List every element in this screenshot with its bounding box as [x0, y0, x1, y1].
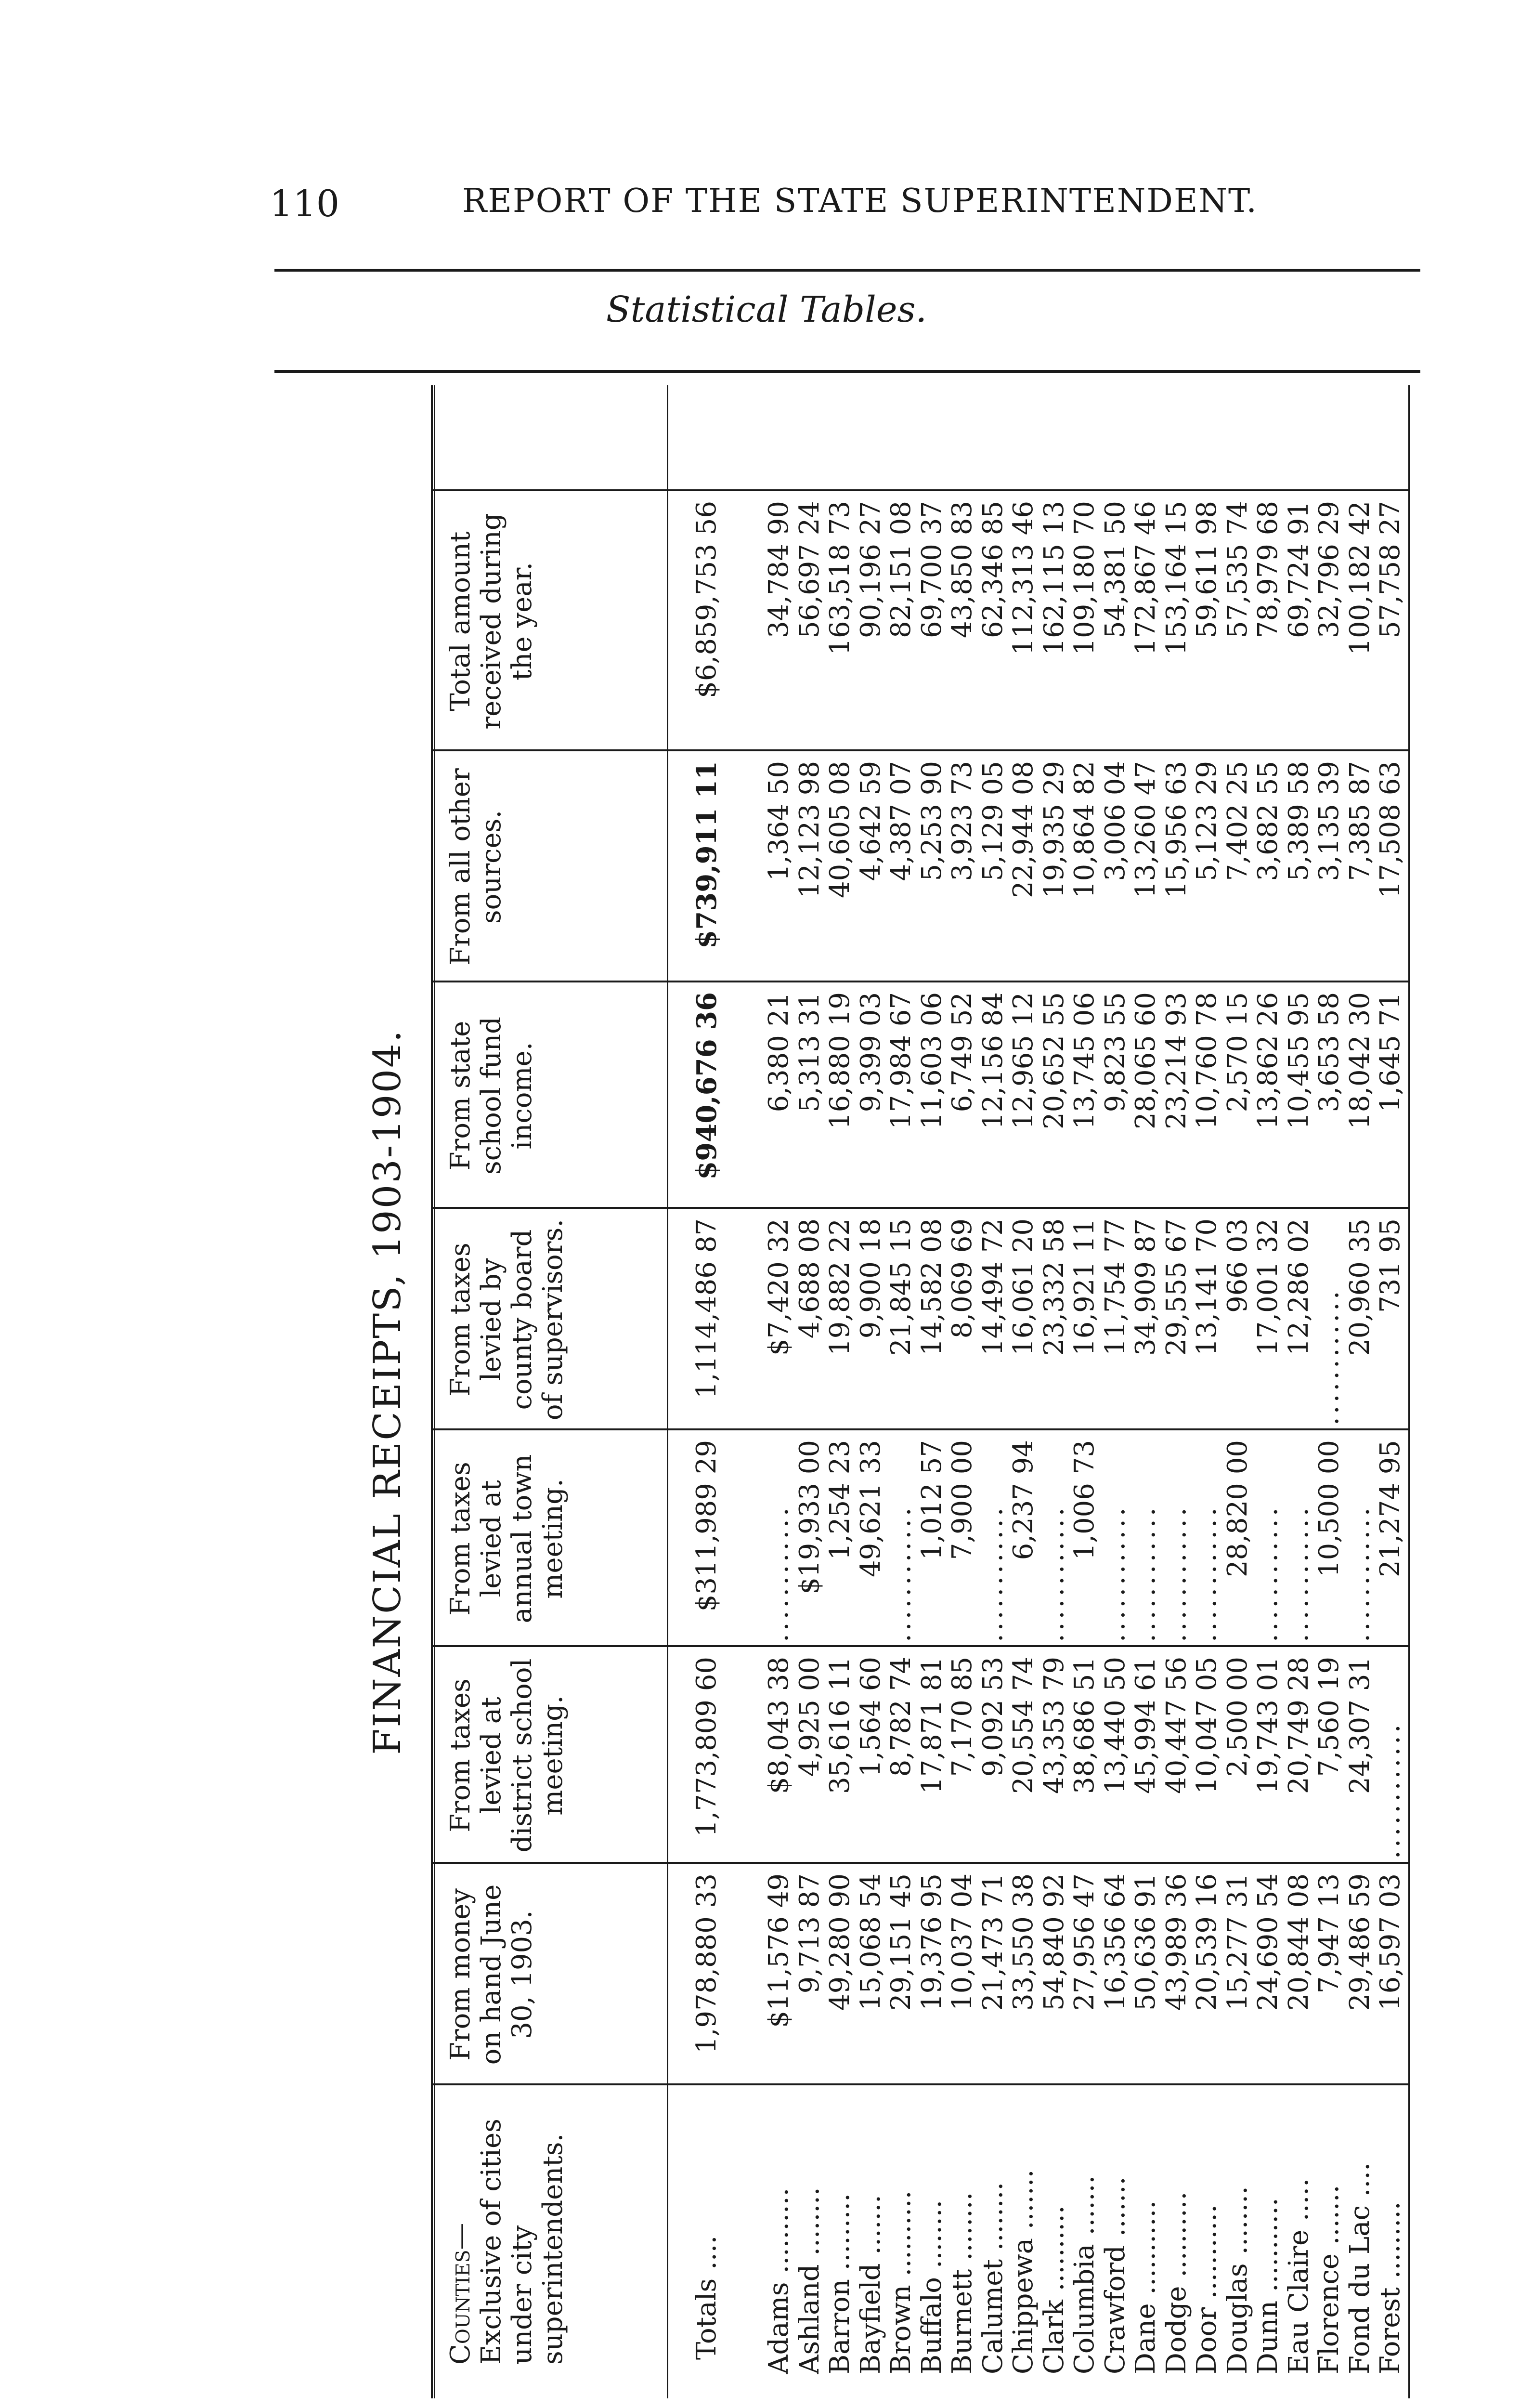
table-top-rule: [431, 385, 433, 2398]
cell-value: 1,006 73: [1069, 1440, 1100, 1560]
cell-value: 34,784 90: [763, 501, 794, 639]
cell-value: 11,754 77: [1099, 1218, 1131, 1356]
cell-value: 1,645 71: [1375, 992, 1406, 1112]
cell-value: 3,923 73: [947, 761, 978, 881]
cell-value: 4,642 59: [855, 761, 886, 881]
cell-value: 17,871 81: [916, 1657, 948, 1794]
cell-value: 13,141 70: [1191, 1218, 1222, 1356]
cell-value: ............: [763, 1505, 794, 1642]
cell-value: 20,749 28: [1283, 1657, 1314, 1794]
cell-value: 28,065 60: [1130, 992, 1161, 1130]
cell-value: 23,214 93: [1160, 992, 1192, 1130]
column-rule: [431, 1862, 1409, 1864]
cell-value: 19,935 29: [1038, 761, 1070, 899]
cell-value: 21,473 71: [977, 1873, 1009, 2011]
cell-value: 29,486 59: [1344, 1873, 1376, 2011]
cell-value: 1,012 57: [916, 1440, 948, 1560]
county-name: Buffalo ........: [916, 2199, 948, 2374]
cell-value: 100,182 42: [1344, 501, 1376, 655]
cell-value: 29,555 67: [1160, 1218, 1192, 1356]
county-name: Dunn ...........: [1252, 2198, 1284, 2374]
financial-receipts-table: [431, 385, 1413, 2398]
cell-value: 35,616 11: [824, 1657, 856, 1794]
county-name: Dane ...........: [1130, 2200, 1161, 2374]
cell-value: ............: [1191, 1505, 1222, 1642]
cell-value: ............: [977, 1505, 1009, 1642]
cell-value: 7,402 25: [1221, 761, 1253, 881]
cell-value: 9,823 55: [1099, 992, 1131, 1112]
cell-value: 27,956 47: [1069, 1873, 1100, 2011]
cell-value: 2,500 00: [1221, 1657, 1253, 1777]
table-row: [1191, 385, 1225, 2398]
county-name: Burnett ........: [947, 2192, 978, 2374]
cell-value: 19,376 95: [916, 1873, 948, 2011]
county-name: Clark ..........: [1038, 2205, 1070, 2374]
cell-value: 12,123 98: [793, 761, 825, 899]
column-header: From taxes levied at annual town meeting.: [445, 1454, 569, 1623]
cell-value: 10,047 05: [1191, 1657, 1222, 1794]
county-name: Barron .........: [824, 2193, 856, 2374]
cell-value: 12,156 84: [977, 992, 1009, 1130]
county-name: Florence .......: [1313, 2185, 1345, 2374]
cell-value: 1,564 60: [855, 1657, 886, 1777]
cell-value: 4,387 07: [885, 761, 917, 881]
county-name: Fond du Lac ....: [1344, 2162, 1376, 2374]
county-name: Crawford .......: [1099, 2176, 1131, 2374]
cell-value: 22,944 08: [1008, 761, 1039, 899]
cell-value: 82,151 08: [885, 501, 917, 639]
column-header: From taxes levied at district school meeting.: [445, 1658, 569, 1853]
cell-value: 9,713 87: [793, 1873, 825, 1994]
cell-value: 54,381 50: [1099, 501, 1131, 639]
cell-value: 7,947 13: [1313, 1873, 1345, 1994]
county-name: Ashland ........: [793, 2187, 825, 2374]
table-row: [947, 385, 980, 2398]
cell-value: $11,576 49: [763, 1873, 794, 2028]
cell-value: 13,440 50: [1099, 1657, 1131, 1794]
cell-value: 54,840 92: [1038, 1873, 1070, 2011]
cell-value: 21,845 15: [885, 1218, 917, 1356]
cell-value: 43,850 83: [947, 501, 978, 639]
cell-value: 10,500 00: [1313, 1440, 1345, 1578]
section-title: Statistical Tables.: [606, 289, 927, 330]
cell-value: 59,611 98: [1191, 501, 1222, 639]
table-row: [824, 385, 858, 2398]
cell-value: 16,597 03: [1375, 1873, 1406, 2011]
cell-value: 23,332 58: [1038, 1218, 1070, 1356]
cell-value: 3,135 39: [1313, 761, 1345, 881]
county-name: Douglas ........: [1221, 2186, 1253, 2374]
cell-value: 9,399 03: [855, 992, 886, 1112]
totals-value: $739,911 11: [691, 761, 723, 949]
cell-value: 78,979 68: [1252, 501, 1284, 639]
cell-value: 33,550 38: [1008, 1873, 1039, 2011]
page-number: 110: [270, 182, 340, 225]
cell-value: 19,743 01: [1252, 1657, 1284, 1794]
county-name: Forest .........: [1375, 2201, 1406, 2374]
column-rule: [431, 981, 1409, 982]
table-row: [1313, 385, 1347, 2398]
cell-value: 14,582 08: [916, 1218, 948, 1356]
column-header: From money on hand June 30, 1903.: [445, 1884, 538, 2065]
cell-value: 62,346 85: [977, 501, 1009, 639]
column-header: From taxes levied by county board of supervisors.: [445, 1218, 569, 1421]
table-row: [1130, 385, 1164, 2398]
financial-receipts-table-block: [351, 385, 1416, 2398]
cell-value: 38,686 51: [1069, 1657, 1100, 1794]
cell-value: ............: [1344, 1505, 1376, 1642]
cell-value: 5,389 58: [1283, 761, 1314, 881]
cell-value: ............: [885, 1505, 917, 1642]
cell-value: 29,151 45: [885, 1873, 917, 2011]
cell-value: 3,682 55: [1252, 761, 1284, 881]
cell-value: 2,570 15: [1221, 992, 1253, 1112]
table-row: [1283, 385, 1317, 2398]
column-rule: [431, 1428, 1409, 1430]
cell-value: ............: [1252, 1505, 1284, 1642]
table-row: [794, 385, 828, 2398]
county-name: Door ...........: [1191, 2204, 1222, 2374]
cell-value: 10,037 04: [947, 1873, 978, 2011]
totals-value: 1,978,880 33: [691, 1873, 722, 2054]
table-row: [1008, 385, 1041, 2398]
cell-value: 7,170 85: [947, 1657, 978, 1777]
cell-value: 21,274 95: [1375, 1440, 1406, 1578]
county-name: Chippewa .......: [1008, 2169, 1039, 2374]
cell-value: 17,508 63: [1375, 761, 1406, 899]
subtitle-rule: [274, 370, 1420, 373]
cell-value: 112,313 46: [1008, 501, 1039, 655]
totals-value: 1,773,809 60: [691, 1657, 722, 1837]
cell-value: 13,862 26: [1252, 992, 1284, 1130]
cell-value: 20,554 74: [1008, 1657, 1039, 1794]
cell-value: 43,353 79: [1038, 1657, 1070, 1794]
cell-value: 1,254 23: [824, 1440, 856, 1560]
cell-value: 9,900 18: [855, 1218, 886, 1339]
cell-value: $7,420 32: [763, 1218, 794, 1356]
cell-value: ............: [1099, 1505, 1131, 1642]
cell-value: 109,180 70: [1069, 501, 1100, 655]
cell-value: 10,455 95: [1283, 992, 1314, 1130]
cell-value: 32,796 29: [1313, 501, 1345, 639]
table-row: [1375, 385, 1408, 2398]
cell-value: 6,749 52: [947, 992, 978, 1112]
header-bottom-rule: [667, 385, 668, 2398]
cell-value: 16,880 19: [824, 992, 856, 1130]
cell-value: 4,925 00: [793, 1657, 825, 1777]
cell-value: 5,129 05: [977, 761, 1009, 881]
county-name: Columbia .......: [1069, 2175, 1100, 2374]
cell-value: 8,782 74: [885, 1657, 917, 1777]
cell-value: ............: [1038, 1505, 1070, 1642]
cell-value: 5,313 31: [793, 992, 825, 1112]
column-rule: [431, 749, 1409, 751]
cell-value: 9,092 53: [977, 1657, 1009, 1777]
running-title: REPORT OF THE STATE SUPERINTENDENT.: [462, 182, 1258, 220]
cell-value: 3,006 04: [1099, 761, 1131, 881]
table-row: [855, 385, 889, 2398]
county-name: Eau Claire .....: [1283, 2178, 1314, 2374]
cell-value: 24,307 31: [1344, 1657, 1376, 1794]
cell-value: ............: [1283, 1505, 1314, 1642]
cell-value: 15,956 63: [1160, 761, 1192, 899]
stub-header-rest: —Exclusive of cities under city superintendents.: [445, 2119, 569, 2365]
cell-value: 20,960 35: [1344, 1218, 1376, 1356]
cell-value: 1,364 50: [763, 761, 794, 881]
cell-value: 10,760 78: [1191, 992, 1222, 1130]
cell-value: 7,560 19: [1313, 1657, 1345, 1777]
cell-value: 57,535 74: [1221, 501, 1253, 639]
column-header: From state school fund income.: [445, 1017, 538, 1175]
stub-header: [445, 2095, 569, 2365]
cell-value: 40,605 08: [824, 761, 856, 899]
cell-value: 10,864 82: [1069, 761, 1100, 899]
table-top-rule-double: [434, 385, 435, 2398]
totals-value: $940,676 36: [691, 992, 723, 1180]
cell-value: 11,603 06: [916, 992, 948, 1130]
cell-value: 18,042 30: [1344, 992, 1376, 1130]
cell-value: 15,277 31: [1221, 1873, 1253, 2011]
cell-value: 20,539 16: [1191, 1873, 1222, 2011]
table-row: [885, 385, 919, 2398]
table-row: [763, 385, 797, 2398]
county-name: Dodge ..........: [1160, 2191, 1192, 2374]
table-row: [1252, 385, 1286, 2398]
cell-value: 17,001 32: [1252, 1218, 1284, 1356]
cell-value: ............: [1313, 1288, 1345, 1426]
stub-header-caps: Counties: [445, 2250, 476, 2365]
cell-value: 966 03: [1221, 1218, 1253, 1313]
table-row: [1069, 385, 1103, 2398]
cell-value: 19,882 22: [824, 1218, 856, 1356]
column-header: Total amount received during the year.: [445, 513, 538, 730]
column-rule: [431, 1207, 1409, 1209]
totals-value: 1,114,486 87: [691, 1218, 722, 1399]
cell-value: 3,653 58: [1313, 992, 1345, 1112]
cell-value: 16,061 20: [1008, 1218, 1039, 1356]
cell-value: 12,965 12: [1008, 992, 1039, 1130]
cell-value: 57,758 27: [1375, 501, 1406, 639]
cell-value: 13,745 06: [1069, 992, 1100, 1130]
cell-value: 172,867 46: [1130, 501, 1161, 655]
table-row: [1344, 385, 1378, 2398]
county-name: Calumet ........: [977, 2182, 1009, 2374]
cell-value: 6,380 21: [763, 992, 794, 1112]
cell-value: ............: [1130, 1505, 1161, 1642]
cell-value: 34,909 87: [1130, 1218, 1161, 1356]
cell-value: 731 95: [1375, 1218, 1406, 1313]
table-row: [1222, 385, 1256, 2398]
cell-value: 13,260 47: [1130, 761, 1161, 899]
table-row: [1039, 385, 1072, 2398]
table-bottom-rule: [1408, 385, 1410, 2398]
cell-value: 153,164 15: [1160, 501, 1192, 655]
cell-value: 90,196 27: [855, 501, 886, 639]
cell-value: $8,043 38: [763, 1657, 794, 1794]
cell-value: 16,356 64: [1099, 1873, 1131, 2011]
cell-value: 14,494 72: [977, 1218, 1009, 1356]
cell-value: 24,690 54: [1252, 1873, 1284, 2011]
table-row: [1100, 385, 1133, 2398]
cell-value: 49,621 33: [855, 1440, 886, 1578]
column-rule: [431, 489, 1409, 491]
cell-value: 5,253 90: [916, 761, 948, 881]
totals-value: $6,859,753 56: [691, 501, 722, 698]
county-name: Bayfield .......: [855, 2195, 886, 2374]
cell-value: 7,900 00: [947, 1440, 978, 1560]
totals-label: Totals ....: [691, 2235, 722, 2360]
cell-value: 69,724 91: [1283, 501, 1314, 639]
cell-value: ............: [1375, 1721, 1406, 1859]
cell-value: 45,994 61: [1130, 1657, 1161, 1794]
cell-value: 163,518 73: [824, 501, 856, 655]
cell-value: 6,237 94: [1008, 1440, 1039, 1560]
table-title: FINANCIAL RECEIPTS, 1903-1904.: [366, 1029, 409, 1755]
cell-value: 17,984 67: [885, 992, 917, 1130]
column-rule: [431, 1645, 1409, 1647]
cell-value: 8,069 69: [947, 1218, 978, 1339]
totals-value: $311,989 29: [691, 1440, 722, 1612]
cell-value: 162,115 13: [1038, 501, 1070, 655]
cell-value: 12,286 02: [1283, 1218, 1314, 1356]
cell-value: 28,820 00: [1221, 1440, 1253, 1578]
cell-value: 50,636 91: [1130, 1873, 1161, 2011]
cell-value: 56,697 24: [793, 501, 825, 639]
cell-value: $19,933 00: [793, 1440, 825, 1595]
cell-value: 4,688 08: [793, 1218, 825, 1339]
cell-value: 15,068 54: [855, 1873, 886, 2011]
table-row: [1161, 385, 1195, 2398]
cell-value: 20,844 08: [1283, 1873, 1314, 2011]
cell-value: 40,447 56: [1160, 1657, 1192, 1794]
cell-value: 7,385 87: [1344, 761, 1376, 881]
cell-value: ............: [1160, 1505, 1192, 1642]
column-header: From all other sources.: [445, 768, 507, 966]
table-row: [977, 385, 1011, 2398]
table-row: [916, 385, 950, 2398]
county-name: Adams ..........: [763, 2187, 794, 2374]
cell-value: 43,989 36: [1160, 1873, 1192, 2011]
cell-value: 5,123 29: [1191, 761, 1222, 881]
cell-value: 16,921 11: [1069, 1218, 1100, 1356]
cell-value: 69,700 37: [916, 501, 948, 639]
header-rule: [274, 269, 1420, 272]
county-name: Brown ..........: [885, 2190, 917, 2374]
cell-value: 49,280 90: [824, 1873, 856, 2011]
column-rule: [431, 2083, 1409, 2085]
cell-value: 20,652 55: [1038, 992, 1070, 1130]
